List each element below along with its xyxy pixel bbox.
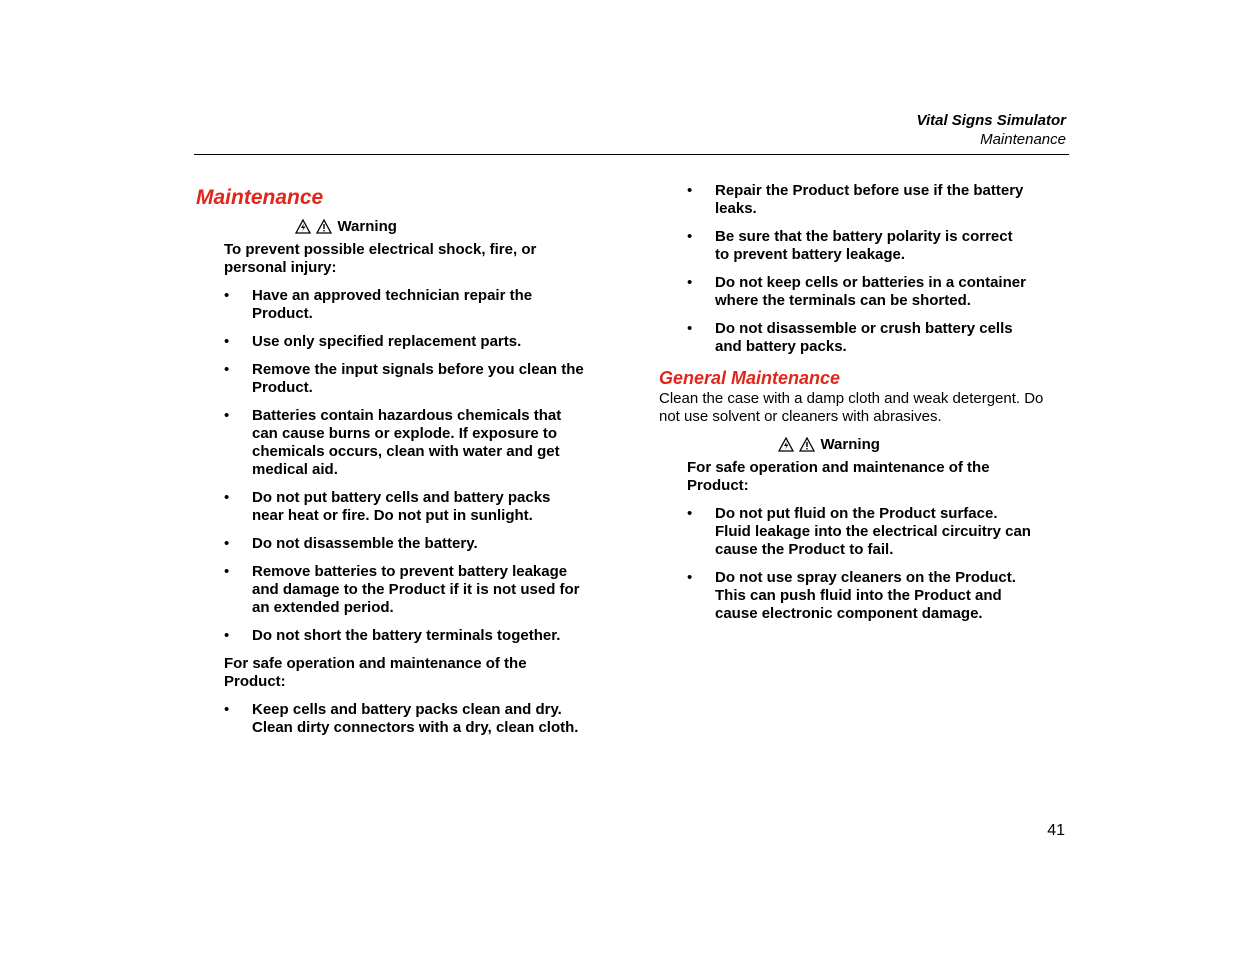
warning-heading	[659, 436, 999, 454]
warning-heading	[196, 218, 496, 236]
list-item: • Batteries contain hazardous chemicals that can cause burns or explode. If exposure to chemicals occurs, clean with water and get medical aid.	[224, 407, 584, 479]
list-item: • Repair the Product before use if the battery leaks.	[687, 182, 1027, 218]
subsection-heading: General Maintenance	[659, 368, 841, 388]
chapter-name: Maintenance	[980, 131, 1066, 148]
right-column	[659, 182, 1069, 633]
shock-hazard-icon	[295, 218, 316, 235]
document-title: Vital Signs Simulator	[916, 112, 1066, 129]
header-rule	[194, 154, 1069, 155]
list-item: • Keep cells and battery packs clean and dry. Clean dirty connectors with a dry, clean cloth.	[224, 701, 584, 737]
battery-list	[687, 182, 1027, 356]
list-item: • Do not disassemble the battery.	[224, 535, 584, 553]
warning-intro: For safe operation and maintenance of the Product:	[687, 459, 990, 494]
section-heading: Maintenance	[196, 186, 324, 209]
general-maintenance-text: Clean the case with a damp cloth and weak detergent. Do not use solvent or cleaners with abrasives.	[659, 390, 1044, 425]
list-item: • Remove the input signals before you clean the Product.	[224, 361, 584, 397]
safe-operation-list	[224, 701, 584, 737]
fluid-warning-list	[687, 505, 1037, 623]
list-item: • Do not short the battery terminals together.	[224, 627, 584, 645]
page-number: 41	[1047, 822, 1065, 839]
caution-icon	[316, 218, 337, 235]
running-header	[917, 111, 1066, 149]
list-item: • Remove batteries to prevent battery leakage and damage to the Product if it is not used for an extended period.	[224, 563, 584, 617]
list-item: • Do not disassemble or crush battery cells and battery packs.	[687, 320, 1027, 356]
list-item: • Use only specified replacement parts.	[224, 333, 584, 351]
list-item: • Do not keep cells or batteries in a container where the terminals can be shorted.	[687, 274, 1027, 310]
warning-label: Warning	[337, 218, 397, 235]
list-item: • Do not put battery cells and battery packs near heat or fire. Do not put in sunlight.	[224, 489, 584, 525]
left-column	[196, 184, 586, 747]
warning-list	[224, 287, 584, 645]
shock-hazard-icon	[778, 436, 799, 453]
list-item: • Have an approved technician repair the Product.	[224, 287, 584, 323]
warning-intro: To prevent possible electrical shock, fire, or personal injury:	[224, 241, 537, 276]
list-item: • Do not use spray cleaners on the Product. This can push fluid into the Product and cause electronic component damage.	[687, 569, 1037, 623]
list-item: • Do not put fluid on the Product surface. Fluid leakage into the electrical circuitry can cause the Product to fail.	[687, 505, 1037, 559]
list-item: • Be sure that the battery polarity is correct to prevent battery leakage.	[687, 228, 1027, 264]
caution-icon	[799, 436, 820, 453]
warning-label: Warning	[820, 436, 880, 453]
safe-operation-intro: For safe operation and maintenance of the Product:	[224, 655, 527, 690]
